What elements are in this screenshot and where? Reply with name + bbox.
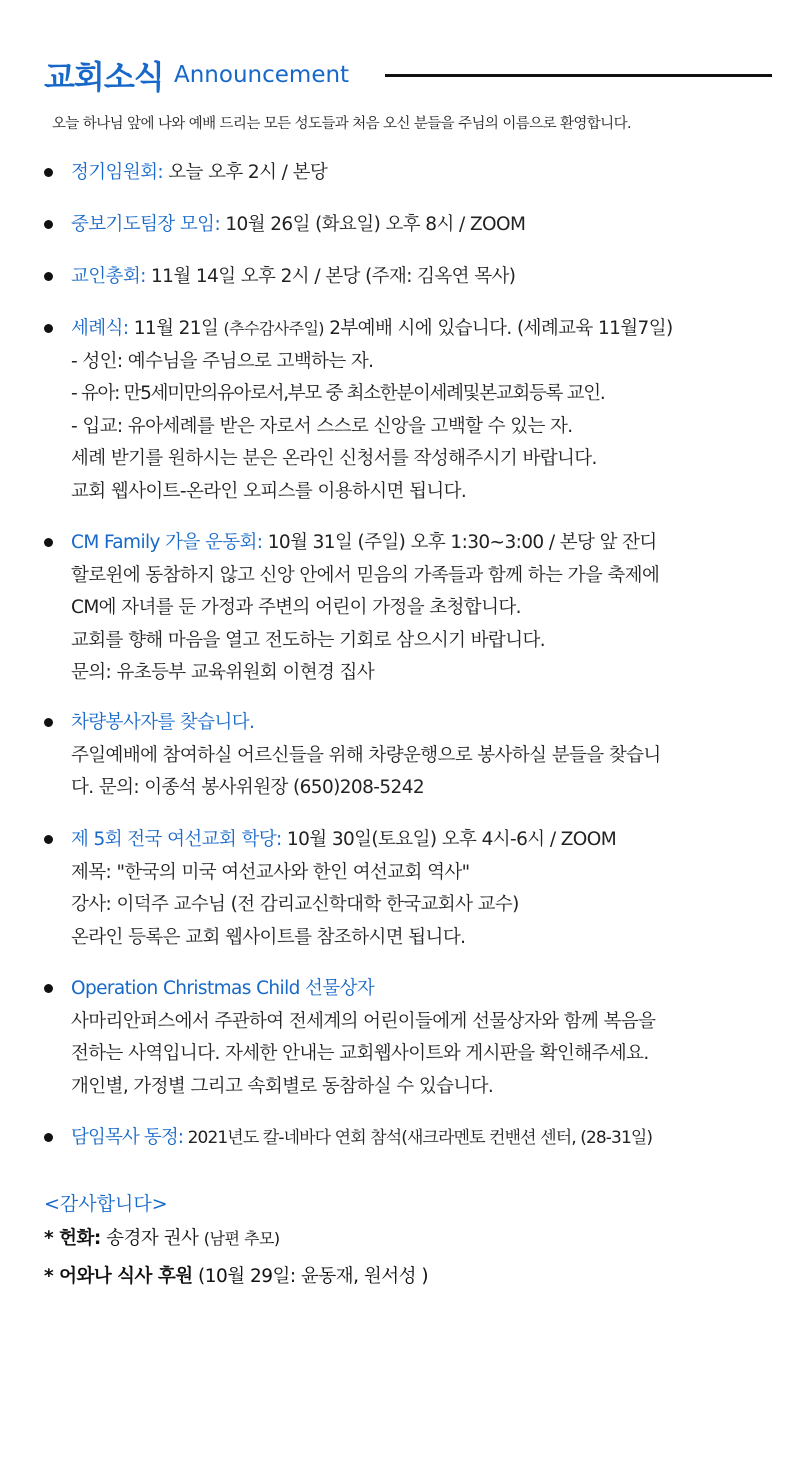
item-line: 온라인 등록은 교회 웹사이트를 참조하시면 됩니다. <box>71 926 466 948</box>
item-line: 개인별, 가정별 그리고 속회별로 동참하실 수 있습니다. <box>71 1075 494 1097</box>
item-label: Operation Christmas Child 선물상자 <box>71 978 375 999</box>
item-line: - 성인: 예수님을 주님으로 고백하는 자. <box>71 350 374 372</box>
item-text: 10월 26일 (화요일) 오후 8시 / ZOOM <box>220 214 526 235</box>
item-headline <box>71 157 771 190</box>
item-headline <box>71 824 771 857</box>
item-line: 교회 웹사이트-온라인 오피스를 이용하시면 됩니다. <box>71 480 467 502</box>
thanks-section <box>44 1188 774 1296</box>
item-headline <box>71 707 771 740</box>
meal-sponsor-text: (10월 29일: 윤동재, 원서성 ) <box>192 1266 429 1287</box>
bullet-icon <box>44 1133 53 1142</box>
item-label: CM Family 가을 운동회: <box>71 532 263 553</box>
item-line: 세례 받기를 원하시는 분은 온라인 신청서를 작성해주시기 바랍니다. <box>71 448 597 469</box>
bullet-icon <box>44 168 53 177</box>
offering-text: 송경자 권사 <box>100 1228 204 1249</box>
meal-sponsor-label: * 어와나 식사 후원 <box>44 1266 193 1287</box>
item-text: 10월 30일(토요일) 오후 4시-6시 / ZOOM <box>281 829 617 850</box>
item-line: 할로윈에 동참하지 않고 신앙 안에서 믿음의 가족들과 함께 하는 가을 축제에 <box>71 564 660 586</box>
offering-line <box>44 1220 774 1258</box>
item-label: 담임목사 동정: <box>71 1127 184 1148</box>
item-label: 중보기도팀장 모임: <box>71 214 221 235</box>
thanks-title: <감사합니다> <box>44 1193 168 1215</box>
item-line: - 유아: 만5세미만의유아로서,부모 중 최소한분이세례및본교회등록 교인. <box>71 383 605 404</box>
bullet-icon <box>44 538 53 547</box>
item-line: - 입교: 유아세례를 받은 자로서 스스로 신앙을 고백할 수 있는 자. <box>71 415 573 437</box>
item-text: 10월 31일 (주일) 오후 1:30~3:00 / 본당 앞 잔디 <box>262 532 657 553</box>
bullet-icon <box>44 984 53 993</box>
item-label: 정기임원회: <box>71 162 163 183</box>
item-label: 교인총회: <box>71 266 146 287</box>
item-line: CM에 자녀를 둔 가정과 주변의 어린이 가정을 초청합니다. <box>71 597 521 618</box>
header-divider <box>385 74 772 77</box>
page-title: 교회소식 <box>44 58 164 96</box>
item-line: 문의: 유초등부 교육위원회 이현경 집사 <box>71 662 375 683</box>
page-subtitle: Announcement <box>174 62 350 88</box>
item-text: 오늘 오후 2시 / 본당 <box>163 162 328 183</box>
item-headline <box>71 209 771 242</box>
bullet-icon <box>44 835 53 844</box>
item-line: 다. 문의: 이종석 봉사위원장 (650)208-5242 <box>71 777 425 798</box>
bullet-icon <box>44 272 53 281</box>
bullet-icon <box>44 718 53 727</box>
item-text: 11월 14일 오후 2시 / 본당 (주재: 김옥연 목사) <box>145 266 516 287</box>
item-headline <box>71 527 771 560</box>
offering-label: * 헌화: <box>44 1228 101 1249</box>
item-headline <box>71 1122 771 1155</box>
welcome-text: 오늘 하나님 앞에 나와 예배 드리는 모든 성도들과 처음 오신 분들을 주님의 이름으로 환영합니다. <box>52 116 631 132</box>
bullet-icon <box>44 220 53 229</box>
item-line: 제목: "한국의 미국 여선교사와 한인 여선교회 역사" <box>71 861 470 883</box>
item-label: 세례식: <box>71 318 129 339</box>
item-line: 교회를 향해 마음을 열고 전도하는 기회로 삼으시기 바랍니다. <box>71 629 546 651</box>
item-note: (추수감사주일) <box>223 319 324 338</box>
item-headline <box>71 261 771 294</box>
offering-note: (남편 추모) <box>203 1229 280 1248</box>
bullet-icon <box>44 324 53 333</box>
announcement-header <box>44 52 774 96</box>
item-line: 사마리안퍼스에서 주관하여 전세계의 어린이들에게 선물상자와 함께 복음을 <box>71 1010 656 1032</box>
item-line: 강사: 이덕주 교수님 (전 감리교신학대학 한국교회사 교수) <box>71 894 519 915</box>
item-label: 제 5회 전국 여선교회 학당: <box>71 829 282 850</box>
item-headline <box>71 973 771 1006</box>
item-headline <box>71 313 771 346</box>
item-line: 주일예배에 참여하실 어르신들을 위해 차량운행으로 봉사하실 분들을 찾습니 <box>71 744 661 766</box>
item-text: 2부예배 시에 있습니다. (세례교육 11월7일) <box>323 318 673 339</box>
item-text: 11월 21일 <box>128 318 224 339</box>
item-line: 전하는 사역입니다. 자세한 안내는 교회웹사이트와 게시판을 확인해주세요. <box>71 1043 649 1064</box>
item-text: 2021년도 칼-네바다 연회 참석(새크라멘토 컨밴션 센터, (28-31일) <box>183 1128 653 1148</box>
item-label: 차량봉사자를 찾습니다. <box>71 712 255 733</box>
meal-sponsor-line <box>44 1258 774 1296</box>
